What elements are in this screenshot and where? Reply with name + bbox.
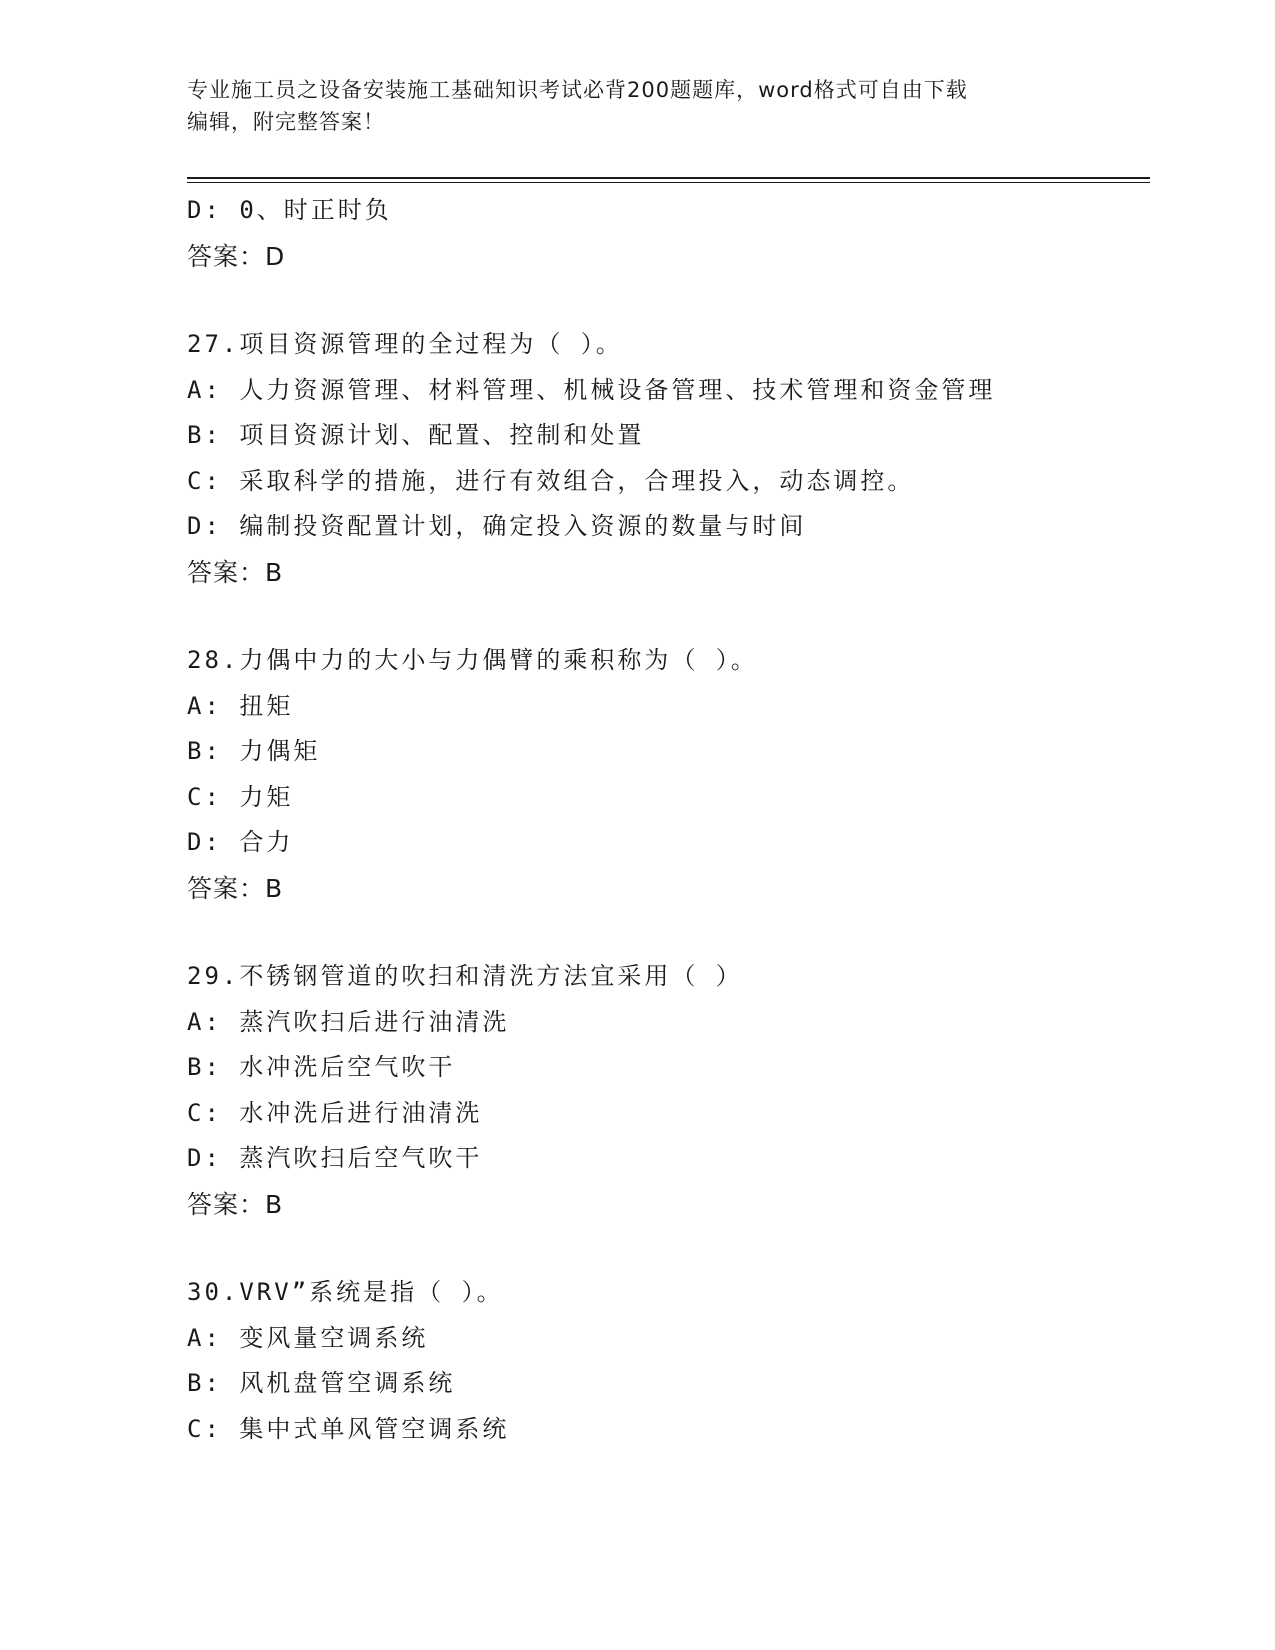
option-c: C: 集中式单风管空调系统: [187, 1414, 510, 1443]
document-header: [187, 74, 1067, 138]
question-spacer: [187, 1227, 1147, 1270]
option-c: C: 力矩: [187, 782, 294, 811]
header-divider-thick: [187, 177, 1150, 179]
question-stem: 28.力偶中力的大小与力偶臂的乘积称为（ ）。: [187, 646, 758, 674]
header-title-line-2: 编辑，附完整答案！: [187, 110, 385, 134]
question-29: [187, 954, 1147, 1227]
option-a: A: 变风量空调系统: [187, 1323, 429, 1352]
answer-line: 答案：D: [187, 241, 286, 271]
option-b: B: 风机盘管空调系统: [187, 1369, 456, 1397]
option-b: B: 项目资源计划、配置、控制和处置: [187, 421, 645, 449]
question-stem: 27.项目资源管理的全过程为（ ）。: [187, 330, 623, 358]
question-30: [187, 1270, 1147, 1452]
option-b: B: 水冲洗后空气吹干: [187, 1053, 456, 1081]
question-spacer: [187, 279, 1147, 322]
question-28: [187, 638, 1147, 911]
answer-line: 答案：B: [187, 1189, 284, 1219]
question-stem: 30.VRV”系统是指（ ）。: [187, 1278, 504, 1306]
answer-line: 答案：B: [187, 557, 284, 587]
option-a: A: 扭矩: [187, 691, 294, 720]
header-divider-thin: [187, 182, 1150, 183]
option-c: C: 采取科学的措施，进行有效组合，合理投入，动态调控。: [187, 466, 915, 495]
question-list: [187, 188, 1147, 1452]
question-stem: 29.不锈钢管道的吹扫和清洗方法宜采用（ ）: [187, 962, 743, 990]
option-a: A: 蒸汽吹扫后进行油清洗: [187, 1007, 510, 1036]
question-spacer: [187, 911, 1147, 954]
option-d: D: 0、时正时负: [187, 196, 392, 224]
option-d: D: 编制投资配置计划，确定投入资源的数量与时间: [187, 512, 807, 540]
option-d: D: 蒸汽吹扫后空气吹干: [187, 1144, 483, 1172]
option-b: B: 力偶矩: [187, 737, 321, 765]
question-spacer: [187, 595, 1147, 638]
option-a: A: 人力资源管理、材料管理、机械设备管理、技术管理和资金管理: [187, 375, 996, 404]
question-27: [187, 322, 1147, 595]
option-d: D: 合力: [187, 828, 294, 856]
option-c: C: 水冲洗后进行油清洗: [187, 1098, 483, 1127]
header-title-line-1: 专业施工员之设备安装施工基础知识考试必背200题题库，word格式可自由下载: [187, 78, 968, 102]
answer-line: 答案：B: [187, 873, 284, 903]
